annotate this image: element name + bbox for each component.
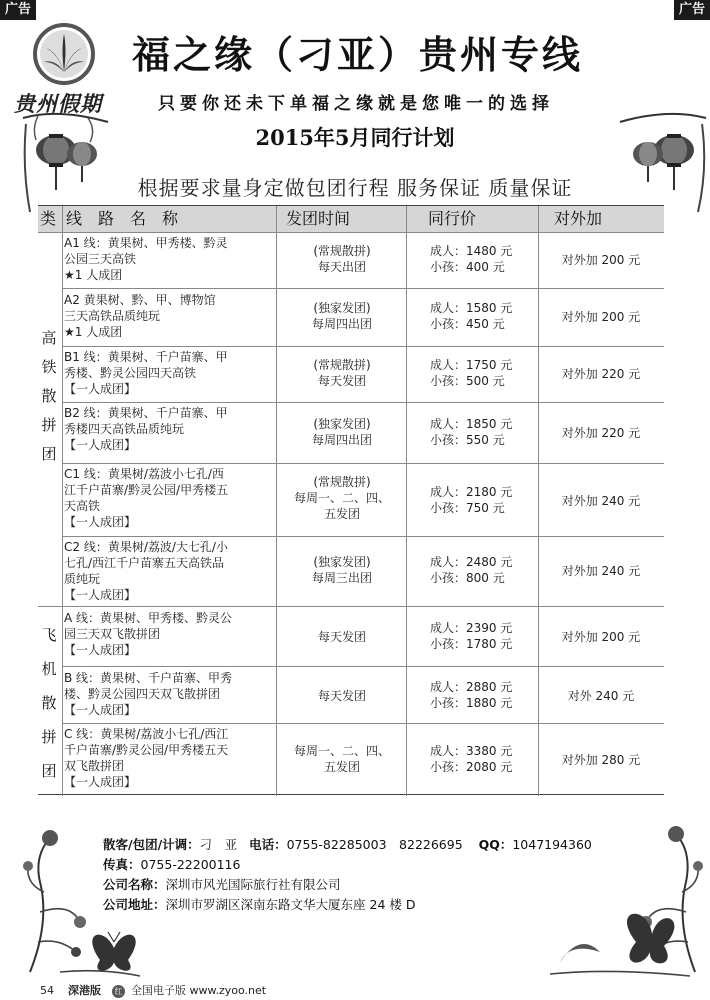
- route-line: 楼、黔灵公园四天双飞散拼团: [64, 687, 221, 701]
- route-line: C 线：黄果树/荔波小七孔/西江: [64, 727, 229, 741]
- category-high-speed-rail: [38, 324, 60, 469]
- category-char: 拼: [41, 416, 57, 434]
- table-divider: [38, 232, 664, 233]
- qq-label: QQ：: [478, 837, 513, 852]
- price-child: 小孩：550 元: [430, 433, 505, 447]
- header-price: 同行价: [428, 206, 538, 232]
- table-row-price: [426, 743, 546, 775]
- price-child: 小孩：2080 元: [430, 760, 513, 774]
- route-line: 秀楼、黔灵公园四天高铁: [64, 366, 197, 380]
- table-row-route: [64, 292, 296, 340]
- route-line: 天高铁: [64, 499, 101, 513]
- category-char: 团: [41, 445, 57, 463]
- route-line: 【一人成团】: [64, 775, 137, 789]
- phone-numbers: 0755-82285003 82226695: [286, 837, 463, 852]
- route-line: 【一人成团】: [64, 515, 137, 529]
- category-char: 机: [41, 660, 57, 678]
- depart-line: 每周三出团: [311, 571, 372, 585]
- table-divider: [62, 288, 664, 289]
- depart-line: (常规散拼): [313, 358, 371, 372]
- table-row-price: [426, 416, 546, 448]
- price-child: 小孩：400 元: [430, 260, 505, 274]
- header-depart: 发团时间: [286, 206, 406, 232]
- depart-line: (常规散拼): [313, 244, 371, 258]
- table-row-route: [64, 405, 296, 453]
- site-link[interactable]: 全国电子版 www.zyoo.net: [131, 984, 267, 997]
- qq-number: 1047194360: [512, 837, 592, 852]
- address-label: 公司地址：: [103, 897, 166, 912]
- price-child: 小孩：450 元: [430, 317, 505, 331]
- table-row-route: [64, 466, 296, 530]
- depart-line: 每周四出团: [311, 433, 372, 447]
- price-child: 小孩：1780 元: [430, 637, 513, 651]
- depart-line: 每周一、二、四、: [293, 491, 390, 505]
- table-row-route: [64, 670, 296, 718]
- route-line: B2 线：黄果树、千户苗寨、甲: [64, 406, 228, 420]
- price-adult: 成人：2390 元: [430, 621, 513, 635]
- route-line: 千户苗寨/黔灵公园/甲秀楼五天: [64, 743, 229, 757]
- category-char: 高: [41, 329, 57, 347]
- lantern-right-icon: [618, 108, 710, 218]
- brand-logo: [12, 22, 112, 122]
- price-adult: 成人：2480 元: [430, 555, 513, 569]
- service-guarantee-line: 根据要求量身定做包团行程 服务保证 质量保证: [137, 176, 573, 200]
- table-row-price: [426, 484, 546, 516]
- table-row-route: [64, 610, 296, 658]
- table-divider: [62, 536, 664, 537]
- table-row-price: [426, 679, 546, 711]
- route-line: 七孔/西江千户苗寨五天高铁品: [64, 556, 225, 570]
- lantern-left-icon: [18, 108, 113, 218]
- table-row-price: [426, 620, 546, 652]
- contact-row: [103, 835, 592, 855]
- category-flight: [38, 618, 60, 788]
- route-line: 园三天双飞散拼团: [64, 627, 161, 641]
- page-footer-bar: [0, 982, 710, 1000]
- price-adult: 成人：1580 元: [430, 301, 513, 315]
- contact-info: [103, 835, 592, 915]
- table-row-route: [64, 235, 296, 283]
- route-line: ★1 人成团: [64, 268, 123, 282]
- table-row-route: [64, 349, 296, 397]
- route-line: 秀楼四天高铁品质纯玩: [64, 422, 185, 436]
- table-row-extra: 对外加 280 元: [561, 753, 641, 767]
- header-route: 线 路 名 称: [66, 206, 276, 232]
- fax-number: 0755-22200116: [140, 857, 241, 872]
- table-row-depart: [278, 416, 406, 448]
- depart-line: 每天发团: [317, 374, 366, 388]
- category-char: 团: [41, 762, 57, 780]
- price-child: 小孩：750 元: [430, 501, 505, 515]
- table-row-price: [426, 243, 546, 275]
- category-char: 拼: [41, 728, 57, 746]
- fax-row: [103, 855, 592, 875]
- route-line: ★1 人成团: [64, 325, 123, 339]
- slogan: 只要你还未下单福之缘就是您唯一的选择: [158, 94, 554, 114]
- category-char: 铁: [41, 358, 57, 376]
- table-row-depart: [278, 629, 406, 645]
- schedule-table: [38, 205, 664, 795]
- contact-label: 散客/包团/计调：: [103, 837, 200, 852]
- route-line: 质纯玩: [64, 572, 101, 586]
- price-child: 小孩：1880 元: [430, 696, 513, 710]
- company-row: [103, 875, 592, 895]
- price-adult: 成人：2880 元: [430, 680, 513, 694]
- table-row-extra: 对外加 240 元: [561, 494, 641, 508]
- price-adult: 成人：1850 元: [430, 417, 513, 431]
- table-row-extra: 对外加 220 元: [561, 426, 641, 440]
- table-divider: [62, 346, 664, 347]
- route-line: 三天高铁品质纯玩: [64, 309, 161, 323]
- plan-title: 2015年5月同行计划: [255, 125, 455, 150]
- table-row-extra: 对外加 240 元: [561, 564, 641, 578]
- table-divider: [38, 606, 664, 607]
- depart-line: 五发团: [323, 507, 360, 521]
- table-row-extra: 对外 240 元: [567, 689, 635, 703]
- main-title: 福之缘（刁亚）贵州专线: [132, 32, 584, 77]
- header-category: 类: [40, 206, 62, 232]
- table-row-route: [64, 539, 296, 603]
- depart-line: (常规散拼): [313, 475, 371, 489]
- table-row-extra: 对外加 200 元: [561, 253, 641, 267]
- table-divider: [406, 206, 407, 796]
- category-char: 散: [41, 387, 57, 405]
- route-line: A1 线：黄果树、甲秀楼、黔灵: [64, 236, 228, 250]
- table-row-depart: [278, 688, 406, 704]
- table-row-extra: 对外加 220 元: [561, 367, 641, 381]
- route-line: B1 线：黄果树、千户苗寨、甲: [64, 350, 228, 364]
- table-row-depart: [278, 474, 406, 522]
- price-adult: 成人：3380 元: [430, 744, 513, 758]
- company-address: 深圳市罗湖区深南东路文华大厦东座 24 楼 D: [165, 897, 416, 912]
- depart-line: 每天出团: [317, 260, 366, 274]
- route-line: 双飞散拼团: [64, 759, 125, 773]
- depart-line: (独家发团): [313, 301, 371, 315]
- route-line: C1 线：黄果树/荔波小七孔/西: [64, 467, 224, 481]
- ad-tag-left: 广告: [0, 0, 36, 20]
- depart-line: 每天发团: [317, 630, 366, 644]
- logo-text: 贵州假期: [14, 91, 102, 116]
- route-line: 【一人成团】: [64, 382, 137, 396]
- page-number: 54: [40, 984, 54, 997]
- table-row-depart: [278, 300, 406, 332]
- route-line: B 线：黄果树、千户苗寨、甲秀: [64, 671, 233, 685]
- table-row-price: [426, 554, 546, 586]
- phone-label: 电话：: [249, 837, 287, 852]
- route-line: 【一人成团】: [64, 703, 137, 717]
- route-line: 【一人成团】: [64, 643, 137, 657]
- route-line: 公园三天高铁: [64, 252, 137, 266]
- price-adult: 成人：1480 元: [430, 244, 513, 258]
- depart-line: (独家发团): [313, 555, 371, 569]
- depart-line: 每周一、二、四、: [293, 744, 390, 758]
- price-adult: 成人：2180 元: [430, 485, 513, 499]
- route-line: A 线：黄果树、甲秀楼、黔灵公: [64, 611, 233, 625]
- price-child: 小孩：500 元: [430, 374, 505, 388]
- contact-name: 刁 亚: [199, 837, 238, 852]
- table-divider: [62, 463, 664, 464]
- table-row-route: [64, 726, 296, 790]
- company-name: 深圳市风光国际旅行社有限公司: [165, 877, 341, 892]
- logo-emblem-icon: [32, 22, 96, 86]
- depart-line: 每周四出团: [311, 317, 372, 331]
- table-row-price: [426, 357, 546, 389]
- table-divider: [62, 723, 664, 724]
- company-label: 公司名称：: [103, 877, 166, 892]
- edition-label: 深港版: [68, 984, 101, 997]
- route-line: A2 黄果树、黔、甲、博物馆: [64, 293, 216, 307]
- table-row-depart: [278, 357, 406, 389]
- header-extra: 对外加: [554, 206, 654, 232]
- depart-line: 五发团: [323, 760, 360, 774]
- table-divider: [62, 206, 63, 796]
- table-divider: [62, 402, 664, 403]
- table-row-price: [426, 300, 546, 332]
- price-adult: 成人：1750 元: [430, 358, 513, 372]
- table-row-depart: [278, 554, 406, 586]
- fax-label: 传真：: [103, 857, 141, 872]
- table-row-depart: [278, 743, 406, 775]
- table-row-depart: [278, 243, 406, 275]
- table-row-extra: 对外加 200 元: [561, 630, 641, 644]
- edition-badge-icon: 红: [112, 985, 125, 998]
- price-child: 小孩：800 元: [430, 571, 505, 585]
- route-line: 【一人成团】: [64, 438, 137, 452]
- address-row: [103, 895, 592, 915]
- route-line: 【一人成团】: [64, 588, 137, 602]
- table-row-extra: 对外加 200 元: [561, 310, 641, 324]
- category-char: 散: [41, 694, 57, 712]
- table-divider: [62, 666, 664, 667]
- category-char: 飞: [41, 626, 57, 644]
- depart-line: (独家发团): [313, 417, 371, 431]
- ad-tag-right: 广告: [674, 0, 710, 20]
- route-line: 江千户苗寨/黔灵公园/甲秀楼五: [64, 483, 229, 497]
- route-line: C2 线：黄果树/荔波/大七孔/小: [64, 540, 228, 554]
- depart-line: 每天发团: [317, 689, 366, 703]
